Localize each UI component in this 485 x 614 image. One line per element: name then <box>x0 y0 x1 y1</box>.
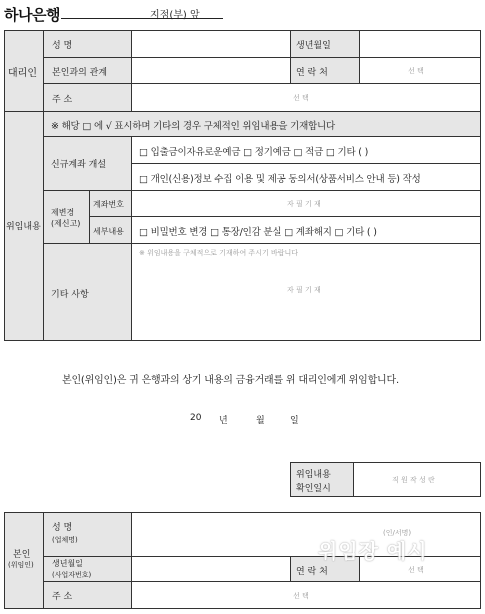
agent-address-label: 주 소 <box>52 95 73 105</box>
other-items-label: 기타 사항 <box>51 290 89 300</box>
principal-name-sub: (업체명) <box>52 536 78 544</box>
rule <box>43 512 44 609</box>
rule <box>290 496 481 497</box>
new-account-label: 신규계좌 개설 <box>51 160 107 170</box>
account-no-label: 계좌번호 <box>93 200 124 209</box>
rule <box>4 608 481 609</box>
instruction-text: ※ 해당 □ 에 √ 표시하며 기타의 경우 구체적인 위임내용을 기재합니다 <box>51 121 335 132</box>
rule <box>44 243 481 244</box>
principal-birth-sub: (사업자번호) <box>52 571 92 579</box>
new-account-options[interactable]: □ 입출금이자유로운예금 □ 정기예금 □ 적금 □ 기타 ( ) <box>139 147 369 158</box>
rule <box>480 512 481 609</box>
account-no-field[interactable]: 자 필 기 재 <box>287 200 321 208</box>
detail-options[interactable]: □ 비밀번호 변경 □ 통장/인감 분실 □ 계좌해지 □ 기타 ( ) <box>139 227 377 238</box>
branch-label: 지점(부) 앞 <box>150 10 200 21</box>
rule <box>44 83 481 84</box>
agent-name-field[interactable] <box>132 31 290 57</box>
rule <box>44 190 481 191</box>
agent-relation-label: 본인과의 관계 <box>52 68 108 78</box>
agent-birth-label: 생년월일 <box>296 41 331 51</box>
date-day-unit: 일 <box>290 416 299 426</box>
rule <box>44 136 481 137</box>
rule <box>480 30 481 112</box>
agent-contact-select[interactable]: 선 택 <box>408 67 424 75</box>
other-items-note: ※ 위임내용을 구체적으로 기재하여 주시기 바랍니다 <box>139 249 298 257</box>
principal-label-line1: 본인 <box>13 550 31 560</box>
rule <box>43 111 44 341</box>
principal-address-label: 주 소 <box>52 592 73 602</box>
agent-birth-field[interactable] <box>360 31 480 57</box>
principal-name-label: 성 명 <box>52 523 73 533</box>
reissue-label-line2: (제신고) <box>51 219 81 228</box>
principal-contact-select[interactable]: 선 택 <box>408 566 424 574</box>
rule <box>44 581 481 582</box>
date-month-unit: 월 <box>256 416 265 426</box>
rule <box>290 462 291 497</box>
rule <box>89 216 481 217</box>
date-year-unit: 년 <box>219 416 228 426</box>
sample-watermark: 위임장 예시 <box>318 539 428 563</box>
principal-contact-label: 연 락 처 <box>296 567 328 577</box>
rule <box>43 30 44 112</box>
confirm-label-line2: 확인일시 <box>296 484 331 494</box>
rule <box>290 556 291 582</box>
rule <box>131 163 481 164</box>
delegation-section-label: 위임내용 <box>6 222 41 232</box>
confirm-label-line1: 위임내용 <box>296 470 331 480</box>
rule <box>480 111 481 341</box>
rule <box>4 340 481 341</box>
rule <box>4 111 5 341</box>
date-year[interactable]: 20 <box>190 413 202 423</box>
rule <box>89 190 90 243</box>
principal-address-select[interactable]: 선 택 <box>293 592 309 600</box>
rule <box>353 462 354 497</box>
rule <box>131 136 132 341</box>
seal-signature-label: (인/서명) <box>383 529 412 537</box>
agent-name-label: 성 명 <box>52 41 73 51</box>
staff-entry-field[interactable]: 직 원 작 성 란 <box>392 476 435 484</box>
rule <box>290 30 291 84</box>
rule <box>4 512 5 609</box>
principal-label-line2: (위임인) <box>8 561 34 569</box>
principal-birth-field[interactable] <box>132 557 290 581</box>
agent-contact-label: 연 락 처 <box>296 68 328 78</box>
personal-info-consent-option[interactable]: □ 개인(신용)정보 수집 이용 및 제공 동의서(상품서비스 안내 등) 작성 <box>139 174 421 185</box>
agent-address-select[interactable]: 선 택 <box>293 94 309 102</box>
reissue-label-line1: 제변경 <box>51 208 75 217</box>
detail-label: 세부내용 <box>93 227 124 236</box>
principal-birth-label: 생년월일 <box>52 559 83 568</box>
rule <box>290 462 481 463</box>
rule <box>4 30 5 112</box>
delegation-statement: 본인(위임인)은 귀 은행과의 상기 내용의 금융거래를 위 대리인에게 위임합니다. <box>62 375 399 386</box>
agent-relation-field[interactable] <box>132 58 290 83</box>
bank-name: 하나은행 <box>4 6 60 24</box>
rule <box>480 462 481 497</box>
agent-section-label: 대리인 <box>8 68 37 79</box>
other-items-field[interactable]: 자 필 기 재 <box>287 286 321 294</box>
